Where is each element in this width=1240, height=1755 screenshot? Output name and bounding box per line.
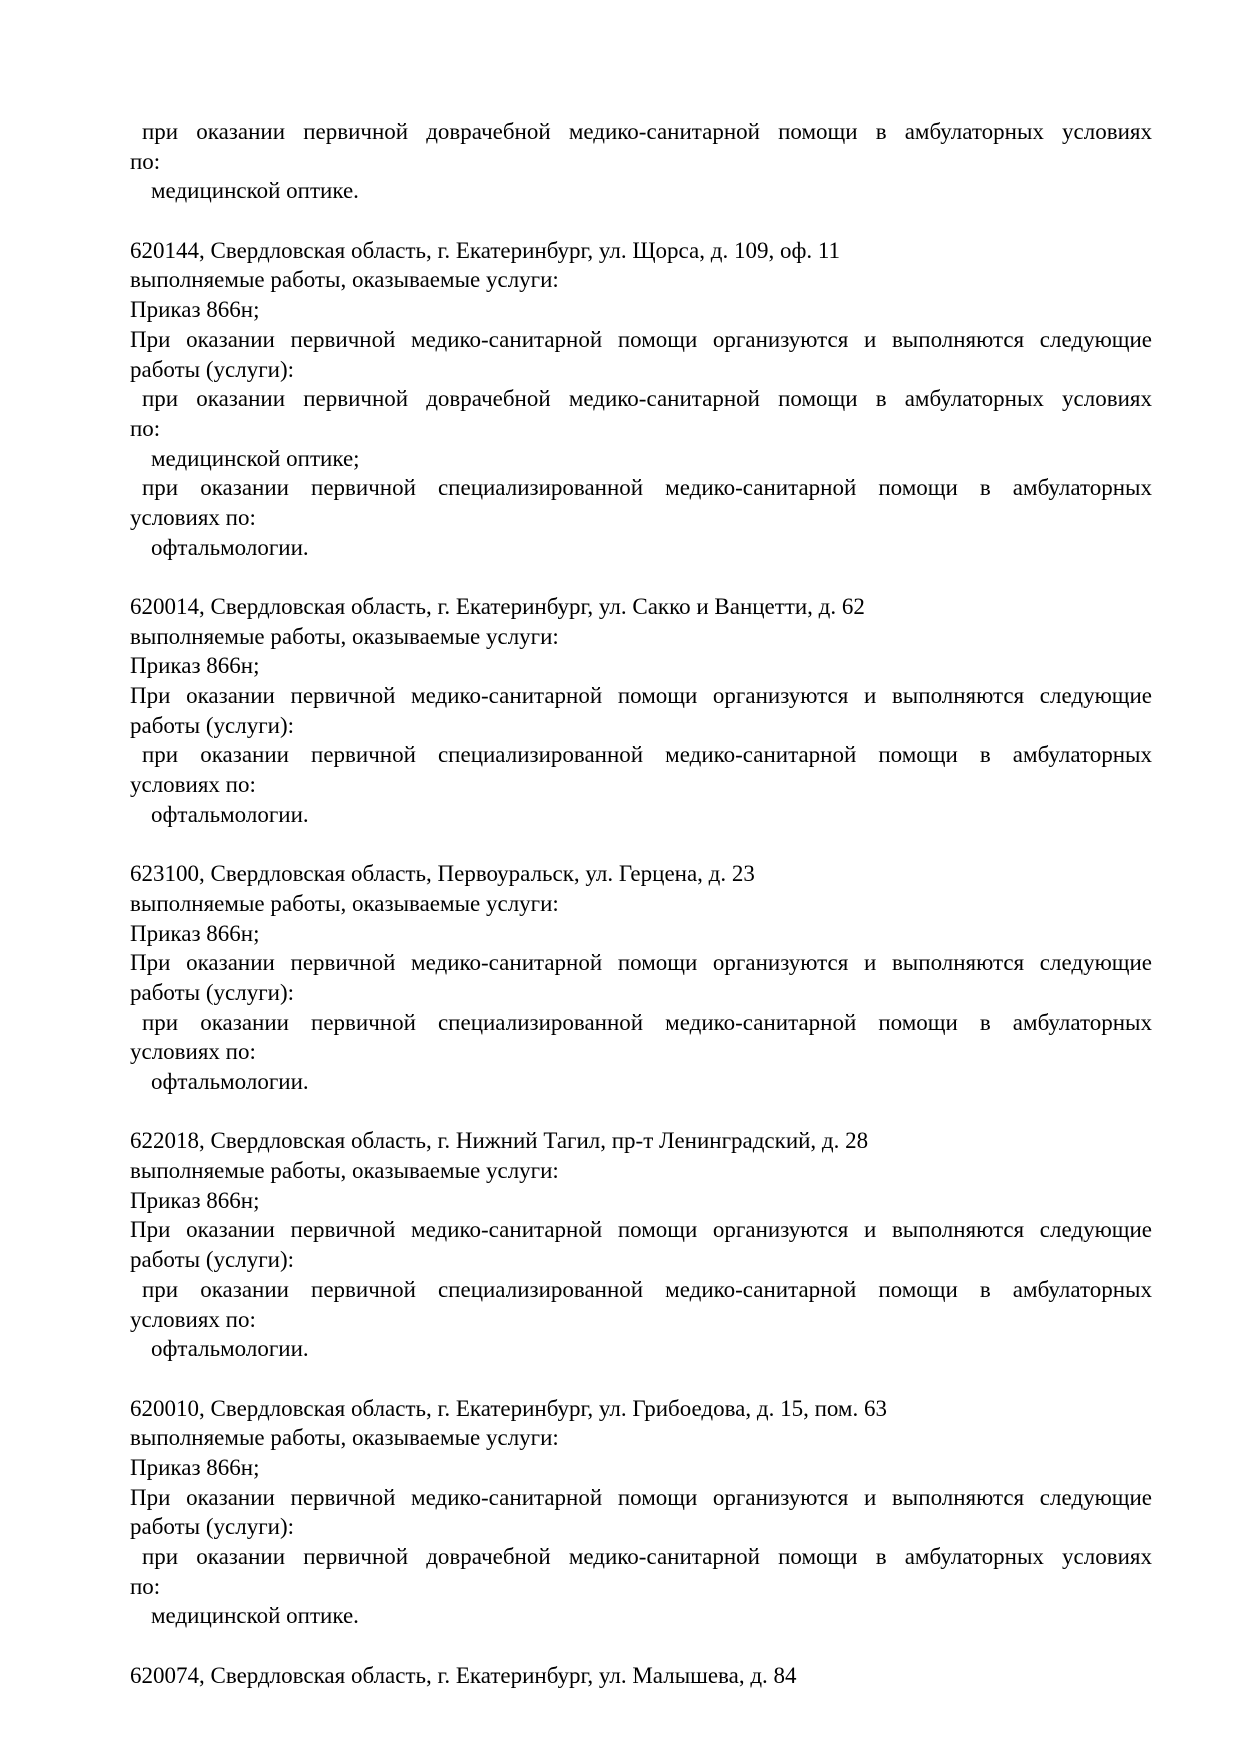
text-line: офтальмологии. [151,534,309,560]
blank-line [130,206,1152,236]
text-line: при оказании первичной специализированной медико-санитарной помощи в амбулаторных [142,1276,1152,1302]
license-entry [130,859,1152,1097]
text-line: При оказании первичной медико-санитарной помощи организуются и выполняются следующие [130,1484,1152,1510]
text-line: работы (услуги): [130,356,294,382]
text-line: выполняемые работы, оказываемые услуги: [130,267,559,293]
text-line: по: [130,1573,161,1599]
text-line: офтальмологии. [151,1336,309,1362]
address-line: 623100, Свердловская область, Первоуральск, ул. Герцена, д. 23 [130,861,755,887]
text-line: работы (услуги): [130,712,294,738]
text-line: При оказании первичной медико-санитарной помощи организуются и выполняются следующие [130,950,1152,976]
text-line: Приказ 866н; [130,297,260,323]
text-line: по: [130,148,161,174]
text-line: при оказании первичной доврачебной медико-санитарной помощи в амбулаторных условиях [142,119,1152,144]
text-line: При оказании первичной медико-санитарной помощи организуются и выполняются следующие [130,683,1152,709]
text-line: выполняемые работы, оказываемые услуги: [130,1425,559,1451]
address-line: 620010, Свердловская область, г. Екатеринбург, ул. Грибоедова, д. 15, пом. 63 [130,1395,887,1421]
address-line: 620144, Свердловская область, г. Екатеринбург, ул. Щорса, д. 109, оф. 11 [130,237,841,263]
text-line: работы (услуги): [130,979,294,1005]
license-entry [130,1126,1152,1364]
text-line: условиях по: [130,1306,256,1332]
text-line: Приказ 866н; [130,653,260,679]
text-line: при оказании первичной доврачебной медико-санитарной помощи в амбулаторных условиях [142,386,1152,412]
text-line: условиях по: [130,1039,256,1065]
address-line: 622018, Свердловская область, г. Нижний Тагил, пр-т Ленинградский, д. 28 [130,1128,869,1154]
text-line: Приказ 866н; [130,920,260,946]
text-line: медицинской оптике. [151,178,359,204]
address-line: 620074, Свердловская область, г. Екатеринбург, ул. Малышева, д. 84 [130,1662,797,1688]
text-line: при оказании первичной специализированной медико-санитарной помощи в амбулаторных [142,1009,1152,1035]
text-line: офтальмологии. [151,801,309,827]
text-line: при оказании первичной специализированной медико-санитарной помощи в амбулаторных [142,475,1152,501]
text-line: медицинской оптике. [151,1603,359,1629]
blank-line [130,1364,1152,1394]
text-line: работы (услуги): [130,1514,294,1540]
text-line: При оказании первичной медико-санитарной помощи организуются и выполняются следующие [130,1217,1152,1243]
text-line: выполняемые работы, оказываемые услуги: [130,623,559,649]
document-body [130,117,1152,1690]
blank-line [130,1097,1152,1127]
blank-line [130,562,1152,592]
text-line: Приказ 866н; [130,1454,260,1480]
text-line: по: [130,415,161,441]
license-entry [130,1661,1152,1691]
license-entry [130,236,1152,563]
text-line: При оказании первичной медико-санитарной помощи организуются и выполняются следующие [130,326,1152,352]
blank-line [130,1631,1152,1661]
text-line: при оказании первичной специализированной медико-санитарной помощи в амбулаторных [142,742,1152,768]
license-entry [130,592,1152,830]
text-line: медицинской оптике; [151,445,360,471]
address-line: 620014, Свердловская область, г. Екатеринбург, ул. Сакко и Ванцетти, д. 62 [130,594,865,619]
text-line: условиях по: [130,772,256,798]
text-line: выполняемые работы, оказываемые услуги: [130,1158,559,1184]
text-line: выполняемые работы, оказываемые услуги: [130,890,559,916]
text-line: Приказ 866н; [130,1187,260,1213]
text-line: условиях по: [130,504,256,530]
continuation-text [130,117,1152,206]
text-line: офтальмологии. [151,1069,309,1094]
license-entry [130,1394,1152,1632]
text-line: при оказании первичной доврачебной медико-санитарной помощи в амбулаторных условиях [142,1544,1152,1569]
text-line: работы (услуги): [130,1247,294,1273]
blank-line [130,830,1152,860]
